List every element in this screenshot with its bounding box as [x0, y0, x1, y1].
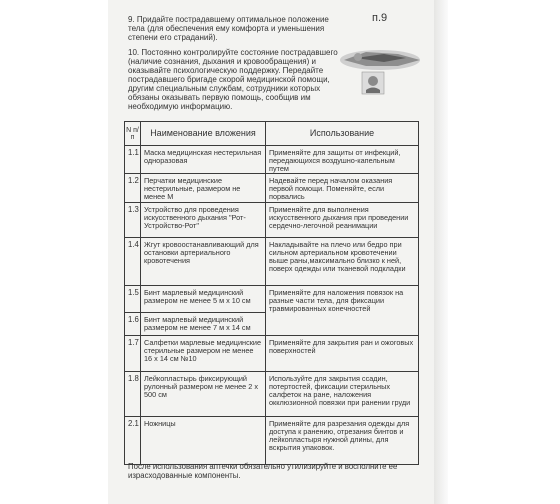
row-number: 1.5 [125, 286, 141, 313]
row-number: 1.2 [125, 174, 141, 203]
item-usage: Накладывайте на плечо или бедро при сильном артериальном кровотечении выше раны,максимально близко к ней, поверх одежды или тканевой подкладки [266, 238, 419, 286]
header-name: Наименование вложения [141, 122, 266, 146]
table-row [125, 238, 419, 286]
row-number: 1.1 [125, 146, 141, 174]
footer-note: После использования аптечки обязательно утилизируйте и восполните ее израсходованные компоненты. [128, 462, 398, 480]
table-row [125, 146, 419, 174]
item-name: Устройство для проведения искусственного дыхания "Рот-Устройство-Рот" [141, 203, 266, 238]
item-name: Лейкопластырь фиксирующий рулонный размером не менее 2 х 500 см [141, 372, 266, 417]
recovery-position-illustration [336, 30, 424, 104]
header-use: Использование [266, 122, 419, 146]
row-number: 1.6 [125, 313, 141, 336]
item-name: Салфетки марлевые медицинские стерильные размером не менее 16 х 14 см №10 [141, 336, 266, 372]
paragraph-9: 9. Придайте пострадавшему оптимальное положение тела (для обеспечения ему комфорта и уменьшения степени его страданий). [128, 15, 329, 42]
paragraph-10: 10. Постоянно контролируйте состояние пострадавшего (наличие сознания, дыхания и кровообращения) и оказывайте психологическую поддержку. Передайте пострадавшего бригаде скорой медицинской помощи, другим специальным службам, сотрудники которых обязаны оказывать первую помощь, сообщив им необходимую информацию. [128, 48, 338, 111]
figure-number: п.9 [372, 12, 388, 24]
table-row [125, 336, 419, 372]
item-name: Ножницы [141, 417, 266, 465]
table-row [125, 372, 419, 417]
item-usage: Надевайте перед началом оказания первой помощи. Поменяйте, если порвались [266, 174, 419, 203]
table-row [125, 286, 419, 313]
item-usage: Применяйте для выполнения искусственного дыхания при проведении сердечно-легочной реанимации [266, 203, 419, 238]
page-edge-shadow [434, 0, 448, 504]
first-aid-kit-table [124, 121, 419, 465]
item-name: Жгут кровоостанавливающий для остановки артериального кровотечения [141, 238, 266, 286]
table-row [125, 417, 419, 465]
item-usage: Применяйте для защиты от инфекций, передающихся воздушно-капельным путем [266, 146, 419, 174]
header-num: N п/п [125, 122, 141, 146]
table-header-row [125, 122, 419, 146]
item-name: Перчатки медицинские нестерильные, размером не менее М [141, 174, 266, 203]
item-name: Бинт марлевый медицинский размером не менее 7 м х 14 см [141, 313, 266, 336]
item-usage: Применяйте для закрытия ран и ожоговых поверхностей [266, 336, 419, 372]
item-usage: Используйте для закрытия ссадин, потертостей, фиксации стерильных салфеток на ране, наложения окклюзионной повязки при ранении груди [266, 372, 419, 417]
row-number: 2.1 [125, 417, 141, 465]
table-row [125, 203, 419, 238]
table-row [125, 174, 419, 203]
item-usage: Применяйте для разрезания одежды для доступа к ранению, отрезания бинтов и лейкопластыря нужной длины, для вскрытия упаковок. [266, 417, 419, 465]
row-number: 1.8 [125, 372, 141, 417]
item-name: Бинт марлевый медицинский размером не менее 5 м х 10 см [141, 286, 266, 313]
item-name: Маска медицинская нестерильная одноразовая [141, 146, 266, 174]
row-number: 1.7 [125, 336, 141, 372]
row-number: 1.4 [125, 238, 141, 286]
item-usage: Применяйте для наложения повязок на разные части тела, для фиксации травмированных конечностей [266, 286, 419, 336]
row-number: 1.3 [125, 203, 141, 238]
